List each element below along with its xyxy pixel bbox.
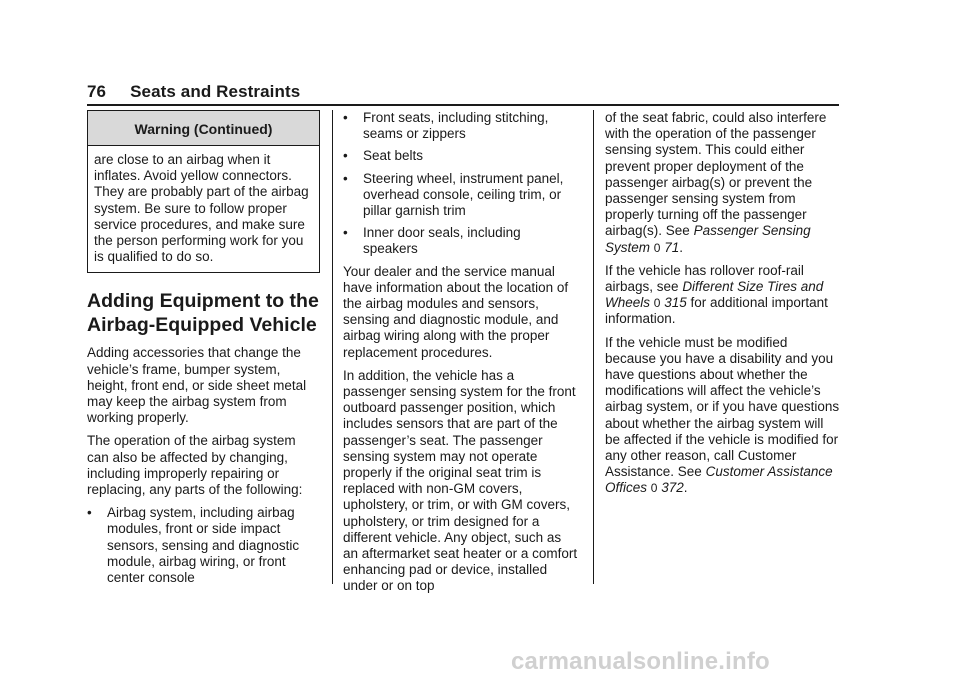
- bullet-icon: •: [343, 110, 348, 125]
- cross-reference-link[interactable]: Passenger Sensing System: [605, 223, 811, 255]
- page-reference[interactable]: 372: [661, 480, 684, 496]
- column-2: [343, 110, 579, 602]
- warning-body: are close to an airbag when it inflates. Avoid yellow connectors. They are probably part of the airbag system. Be sure to follow proper service procedures, and make sure the person performing work for you is qualified to do so.: [94, 152, 309, 265]
- cross-reference-link[interactable]: Different Size Tires and Wheels: [605, 279, 824, 311]
- list-item-text: Airbag system, including airbag modules, front or side impact sensors, sensing and diagnostic module, airbag wiring, or front center console: [107, 505, 300, 586]
- paragraph-text: for additional important information.: [605, 295, 828, 327]
- list-item: [343, 110, 579, 142]
- paragraph: If the vehicle must be modified because you have a disability and you have questions about whether the modifications will affect the vehicle’s airbag system, or if you have questions about whether the airbag system will be affected if the vehicle is modified for any other reason, call Customer Assistance. See Customer Assistance Offices 0 372.: [605, 334, 840, 496]
- warning-title: Warning (Continued): [88, 111, 319, 146]
- paragraph: In addition, the vehicle has a passenger sensing system for the front outboard passenger position, which includes sensors that are part of the passenger’s seat. The passenger sensing system may not operate properly if the original seat trim is replaced with non-GM covers, upholstery, or trim, or with GM covers, upholstery, or trim designed for a different vehicle. Any object, such as an aftermarket seat heater or a comfort enhancing pad or device, installed under or on top: [343, 367, 578, 594]
- column-3: [605, 110, 841, 504]
- warning-box: [87, 110, 320, 273]
- cross-reference-link[interactable]: Customer Assistance Offices: [605, 464, 833, 496]
- list-item-text: Inner door seals, including speakers: [363, 225, 521, 257]
- section-heading: Seats and Restraints: [130, 82, 301, 101]
- column-divider-2: [593, 110, 594, 584]
- paragraph: Adding accessories that change the vehicle’s frame, bumper system, height, front end, or side sheet metal may keep the airbag system from working properly.: [87, 345, 307, 426]
- page-ref-arrow-icon: 0: [650, 481, 658, 496]
- page-ref-arrow-icon: 0: [653, 240, 661, 255]
- header-rule: [87, 104, 839, 106]
- paragraph: Your dealer and the service manual have information about the location of the airbag modules and sensors, sensing and diagnostic module, and airbag wiring along with the proper replacement procedures.: [343, 263, 569, 360]
- paragraph: of the seat fabric, could also interfere with the operation of the passenger sensing system. This could either prevent proper deployment of the passenger airbag(s) or prevent the passenger sensing system from properly turning off the passenger airbag(s). See Passenger Sensing System 0 71.: [605, 110, 827, 255]
- bullet-list: [87, 505, 320, 586]
- bullet-icon: •: [343, 148, 348, 164]
- page-reference[interactable]: 315: [664, 295, 687, 311]
- list-item: [343, 148, 579, 164]
- paragraph: The operation of the airbag system can also be affected by changing, including improperly repairing or replacing, any parts of the following:: [87, 433, 303, 498]
- column-1: [87, 110, 320, 592]
- page-number: 76: [87, 82, 107, 101]
- paragraph: [605, 263, 841, 328]
- page-ref-arrow-icon: 0: [653, 296, 661, 311]
- bullet-icon: •: [87, 505, 92, 521]
- column-divider-1: [332, 110, 333, 584]
- paragraph-text: of the seat fabric, could also interfere with the operation of the passenger sensing system. This could either prevent proper deployment of the passenger airbag(s) or prevent the passenger sensing system from properly turning off the passenger airbag(s).: [605, 110, 827, 239]
- list-item-text: Seat belts: [363, 148, 424, 164]
- bullet-list: [343, 110, 579, 258]
- paragraph-text: If the vehicle must be modified because you have a disability and you have questions about whether the modifications will affect the vehicle’s airbag system, or if you have questions about whether the airbag system will be affected if the vehicle is modified for any other reason, call Customer Assistance.: [605, 334, 840, 480]
- bullet-icon: •: [343, 225, 348, 241]
- see-label: See: [677, 464, 702, 480]
- list-item-text: Front seats, including stitching, seams or zippers: [363, 110, 549, 142]
- list-item-text: Steering wheel, instrument panel, overhead console, ceiling trim, or pillar garnish trim: [363, 170, 564, 219]
- page-header: [87, 82, 300, 102]
- bullet-icon: •: [343, 170, 348, 186]
- paragraph-text: If the vehicle has rollover roof-rail airbags, see: [605, 262, 804, 295]
- list-item: [343, 225, 579, 257]
- list-item: [343, 171, 579, 220]
- list-item: [87, 505, 320, 586]
- section-title: Adding Equipment to the Airbag-Equipped Vehicle: [87, 290, 319, 337]
- watermark: carmanualsonline.info: [511, 648, 770, 675]
- see-label: See: [665, 223, 690, 239]
- page-reference[interactable]: 71: [664, 239, 680, 255]
